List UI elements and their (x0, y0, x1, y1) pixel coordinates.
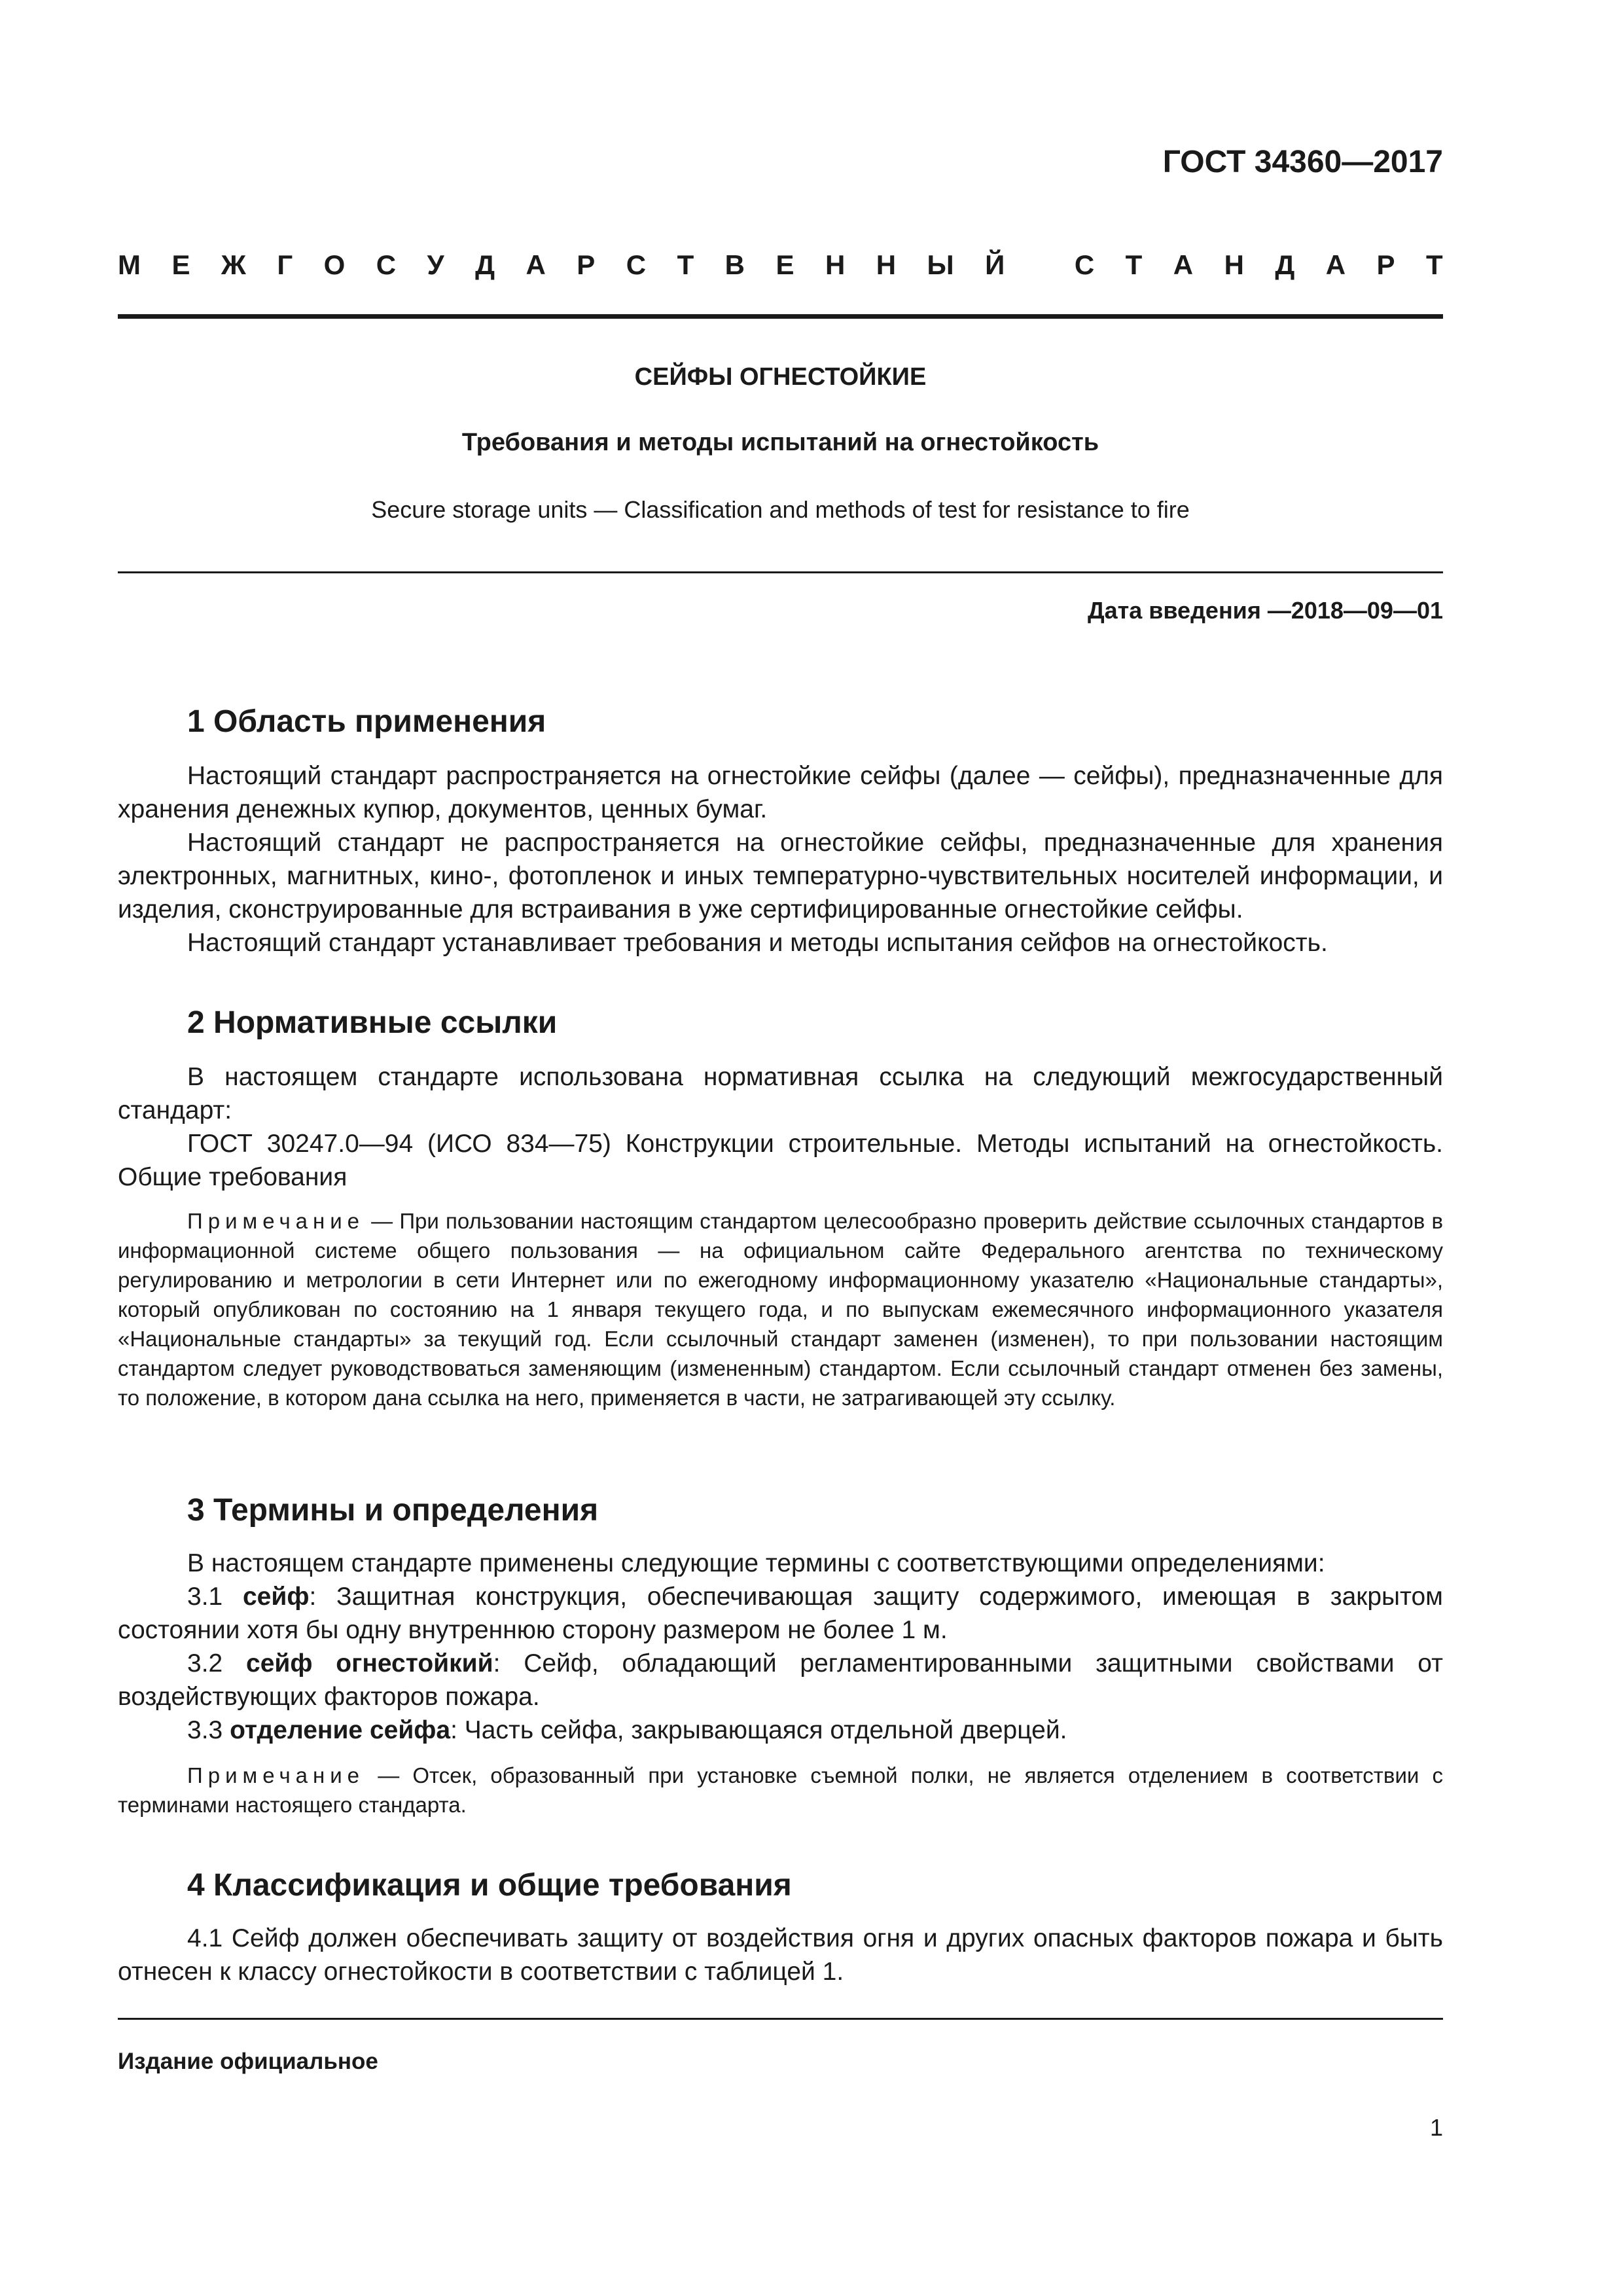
document-subtitle: Требования и методы испытаний на огнестойкость (461, 429, 1099, 456)
banner-letter: Н (1224, 249, 1244, 280)
introduction-date: Дата введения —2018—09—01 (1087, 597, 1443, 624)
banner-gap (1036, 245, 1044, 285)
banner-letter: Е (171, 249, 190, 280)
paragraph: ГОСТ 30247.0—94 (ИСО 834—75) Конструкции строительные. Методы испытаний на огнестойкость. Общие требования (118, 1130, 1443, 1191)
banner-letter: Ы (927, 249, 954, 280)
banner-letter: С (1074, 249, 1095, 280)
edition-label: Издание официальное (118, 2049, 378, 2074)
note-label: Примечание (187, 1763, 365, 1787)
section-heading-references: 2 Нормативные ссылки (187, 1005, 558, 1040)
definition: : Защитная конструкция, обеспечивающая защиту содержимого, имеющая в закрытом состоянии хотя бы одну внутреннюю сторону размером не более 1 м. (118, 1583, 1443, 1644)
footer-divider (118, 2018, 1443, 2020)
header-divider (118, 314, 1443, 319)
paragraph: Настоящий стандарт не распространяется на огнестойкие сейфы, предназначенные для хранения электронных, магнитных, кино-, фотопленок и иных температурно-чувствительных носителей информации, и изделия, сконструированные для встраивания в уже сертифицированные огнестойкие сейфы. (118, 829, 1443, 924)
banner-letter: С (626, 249, 647, 280)
banner-letter: Р (577, 249, 596, 280)
banner-letter: Д (475, 249, 495, 280)
banner-letter: Т (1426, 249, 1443, 280)
paragraph: Настоящий стандарт распространяется на огнестойкие сейфы (далее — сейфы), предназначенные для хранения денежных купюр, документов, ценных бумаг. (118, 762, 1443, 823)
banner-letter: У (427, 249, 444, 280)
paragraph: В настоящем стандарте использована нормативная ссылка на следующий межгосударственный стандарт: (118, 1063, 1443, 1124)
document-title: СЕЙФЫ ОГНЕСТОЙКИЕ (634, 363, 927, 391)
note-text: — Отсек, образованный при установке съемной полки, не является отделением в соответствии с терминами настоящего стандарта. (118, 1763, 1443, 1817)
paragraph: 4.1 Сейф должен обеспечивать защиту от воздействия огня и других опасных факторов пожара и быть отнесен к классу огнестойкости в соответствии с таблицей 1. (118, 1924, 1443, 1986)
term-definition (118, 1647, 1443, 1713)
section-heading-terms: 3 Термины и определения (187, 1493, 599, 1528)
banner-letter: Й (985, 249, 1005, 280)
term-definition (118, 1580, 1443, 1647)
note-text: — При пользовании настоящим стандартом целесообразно проверить действие ссылочных стандартов в информационной системе общего пользования — на официальном сайте Федерального агентства по техническому регулированию и метрологии в сети Интернет или по ежегодному информационному указателю «Национальные стандарты», который опубликован по состоянию на 1 января текущего года, и по выпускам ежемесячного информационного указателя «Национальные стандарты» за текущий год. Если ссылочный стандарт заменен (изменен), то при пользовании настоящим стандартом следует руководствоваться заменяющим (измененным) стандартом. Если ссылочный стандарт отменен без замены, то положение, в котором дана ссылка на него, применяется в части, не затрагивающей эту ссылку. (118, 1209, 1443, 1410)
term: отделение сейфа (230, 1716, 451, 1744)
banner-letter: А (1173, 249, 1194, 280)
banner-letter: Н (825, 249, 846, 280)
english-title: Secure storage units — Classification and methods of test for resistance to fire (371, 496, 1190, 523)
note (118, 1206, 1443, 1412)
section-heading-scope: 1 Область применения (187, 704, 546, 739)
banner-letter: М (118, 249, 141, 280)
paragraph: В настоящем стандарте применены следующие термины с соответствующими определениями: (187, 1549, 1325, 1577)
term: сейф (242, 1583, 310, 1611)
term-number: 3.2 (187, 1649, 246, 1677)
definition: : Сейф, обладающий регламентированными защитными свойствами от воздействующих факторов пожара. (118, 1649, 1443, 1711)
banner-letter: Ж (221, 249, 246, 280)
banner-letter: А (1325, 249, 1346, 280)
banner-letter: Г (277, 249, 293, 280)
note (118, 1761, 1443, 1820)
term-number: 3.3 (187, 1716, 230, 1744)
banner-letter: С (376, 249, 397, 280)
banner-letter: А (526, 249, 546, 280)
banner-letter: О (323, 249, 346, 280)
banner-letter: Р (1376, 249, 1395, 280)
banner-letter: Н (876, 249, 897, 280)
paragraph: Настоящий стандарт устанавливает требования и методы испытания сейфов на огнестойкость. (187, 929, 1328, 957)
banner-letter: Т (1125, 249, 1143, 280)
page-number: 1 (1429, 2114, 1443, 2141)
document-number: ГОСТ 34360—2017 (1162, 145, 1443, 179)
banner-letter: Т (677, 249, 694, 280)
section-heading-classification: 4 Классификация и общие требования (187, 1868, 792, 1903)
banner-letter: Д (1275, 249, 1295, 280)
banner-letter: Е (776, 249, 794, 280)
title-divider (118, 571, 1443, 573)
banner-letter: В (724, 249, 745, 280)
standard-type-banner (118, 245, 1443, 285)
term-definition (118, 1713, 1443, 1747)
term-number: 3.1 (187, 1583, 243, 1611)
term: сейф огнестойкий (246, 1649, 493, 1677)
definition: : Часть сейфа, закрывающаяся отдельной дверцей. (450, 1716, 1067, 1744)
note-label: Примечание (187, 1209, 365, 1233)
